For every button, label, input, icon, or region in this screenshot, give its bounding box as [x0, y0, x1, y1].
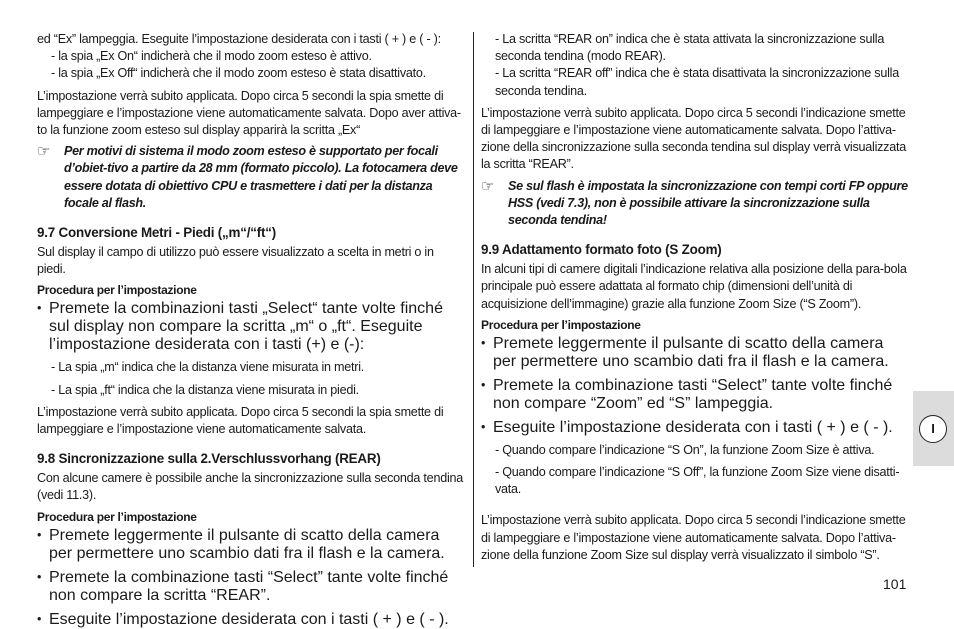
intro-sub-ex-off: - la spia „Ex Off“ indicherà che il modo zoom esteso è stata disattivato.	[51, 66, 426, 81]
note-fp-hss	[481, 178, 908, 230]
applied-9-7: L’impostazione verrà subito applicata. Dopo circa 5 secondi la spia smette di lampeggiare e l’impostazione viene automaticamente salvata.	[37, 404, 444, 437]
intro-line: ed “Ex” lampeggia. Eseguite l’impostazione desiderata con i tasti ( + ) e ( - ):	[37, 32, 441, 46]
heading-9-7: 9.7 Conversione Metri - Piedi („m“/“ft“)	[37, 225, 277, 241]
paragraph-9-8: Con alcune camere è possibile anche la sincronizzazione sulla seconda tendina (vedi 11.3).	[37, 471, 464, 503]
bullet-dot: •	[37, 301, 42, 316]
bullet-dot: •	[37, 569, 42, 584]
bullet-9-9-3	[481, 419, 908, 437]
note-fp-hss-text: Se sul flash è impostata la sincronizzazione con tempi corti FP oppure HSS (vedi 7.3), non è possibile attivare la sincronizzazione sulla seconda tendina!	[508, 178, 908, 228]
sub-9-7-piedi: - La spia „ft“ indica che la distanza viene misurata in piedi.	[51, 382, 359, 397]
column-divider	[473, 32, 474, 567]
note-zoom	[37, 143, 465, 212]
intro-sub-ex-on: - la spia „Ex On“ indicherà che il modo zoom esteso è attivo.	[51, 49, 372, 64]
pointing-hand-icon: ☞	[37, 143, 51, 161]
language-tab-label: I	[919, 415, 947, 443]
sub-rear-on: - La scritta “REAR on” indica che è stata attivata la sincronizzazione sulla seconda tendina (modo REAR).	[495, 32, 885, 64]
page-number: 101	[883, 576, 907, 592]
note-zoom-text: Per motivi di sistema il modo zoom esteso è supportato per focali d’obiet-tivo a partire da 28 mm (formato piccolo). La fotocamera deve essere dotata di obiettivo CPU e trasmettere i dati per la distanza focale al flash.	[64, 144, 458, 210]
procedure-label-9-9: Procedura per l’impostazione	[481, 317, 641, 332]
bullet-9-9-2	[481, 377, 908, 413]
bullet-9-8-3	[37, 611, 465, 629]
paragraph-9-7: Sul display il campo di utilizzo può essere visualizzato a scelta in metri o in piedi.	[37, 245, 434, 277]
bullet-dot: •	[37, 527, 42, 542]
paragraph-9-9: In alcuni tipi di camere digitali l’indicazione relativa alla posizione della para-bola principale può essere adattata al formato chip (dimensioni dell’unità di acquisizione dell’immagine) grazie alla funzione Zoom Size (“S Zoom”).	[481, 262, 907, 311]
sub-9-7-metri: - La spia „m“ indica che la distanza viene misurata in metri.	[51, 360, 365, 375]
applied-rear: L’impostazione verrà subito applicata. Dopo circa 5 secondi l’indicazione smette di lampeggiare e l’impostazione viene automaticamente salvata. Dopo l’attiva-zione della sincronizzazione sulla seconda tendina sul display verrà visualizzata la scritta “REAR”.	[481, 105, 906, 172]
heading-9-9: 9.9 Adattamento formato foto (S Zoom)	[481, 242, 722, 258]
bullet-dot: •	[481, 335, 486, 350]
bullet-text: Eseguite l’impostazione desiderata con i tasti ( + ) e ( - ).	[49, 610, 449, 628]
sub-s-off: - Quando compare l’indicazione “S Off”, la funzione Zoom Size viene disatti-vata.	[495, 465, 900, 497]
bullet-dot: •	[481, 419, 486, 434]
procedure-label-9-8: Procedura per l’impostazione	[37, 509, 197, 524]
bullet-9-8-1	[37, 527, 465, 563]
sub-rear-off: - La scritta “REAR off” indica che è stata disattivata la sincronizzazione sulla seconda tendina.	[495, 66, 899, 98]
bullet-text: Eseguite l’impostazione desiderata con i tasti ( + ) e ( - ).	[493, 418, 893, 436]
pointing-hand-icon: ☞	[481, 177, 495, 195]
procedure-label-9-7: Procedura per l’impostazione	[37, 283, 197, 298]
bullet-9-7	[37, 300, 465, 354]
bullet-text: Premete la combinazioni tasti „Select“ tante volte finché sul display non compare la scritta „m“ o „ft“. Eseguite l’impostazione desiderata con i tasti (+) e (-):	[49, 300, 443, 354]
bullet-text: Premete la combinazione tasti “Select” tante volte finché non compare la scritta “REAR”.	[49, 568, 449, 604]
bullet-9-9-1	[481, 335, 908, 371]
bullet-text: Premete leggermente il pulsante di scatto della camera per permettere uno scambio dati fra il flash e la camera.	[49, 526, 445, 562]
bullet-dot: •	[37, 611, 42, 626]
bullet-text: Premete la combinazione tasti “Select” tante volte finché non compare “Zoom” ed “S” lampeggia.	[493, 376, 893, 412]
applied-9-9: L’impostazione verrà subito applicata. Dopo circa 5 secondi l’indicazione smette di lampeggiare e l’impostazione viene automaticamente salvata. Dopo l’attiva-zione della funzione Zoom Size sul display verrà visualizzato il simbolo “S”.	[481, 513, 906, 562]
heading-9-8: 9.8 Sincronizzazione sulla 2.Verschlussvorhang (REAR)	[37, 451, 381, 467]
bullet-text: Premete leggermente il pulsante di scatto della camera per permettere uno scambio dati fra il flash e la camera.	[493, 334, 889, 370]
sub-s-on: - Quando compare l’indicazione “S On”, la funzione Zoom Size è attiva.	[495, 442, 875, 457]
bullet-dot: •	[481, 377, 486, 392]
left-column	[37, 31, 465, 629]
right-column	[481, 31, 908, 564]
bullet-9-8-2	[37, 569, 465, 605]
applied-paragraph: L’impostazione verrà subito applicata. Dopo circa 5 secondi la spia smette di lampeggiare e l’impostazione viene automaticamente salvata. Dopo aver attiva-to la funzione zoom esteso sul display apparirà la scritta „Ex“	[37, 88, 461, 138]
language-tab	[913, 391, 954, 466]
